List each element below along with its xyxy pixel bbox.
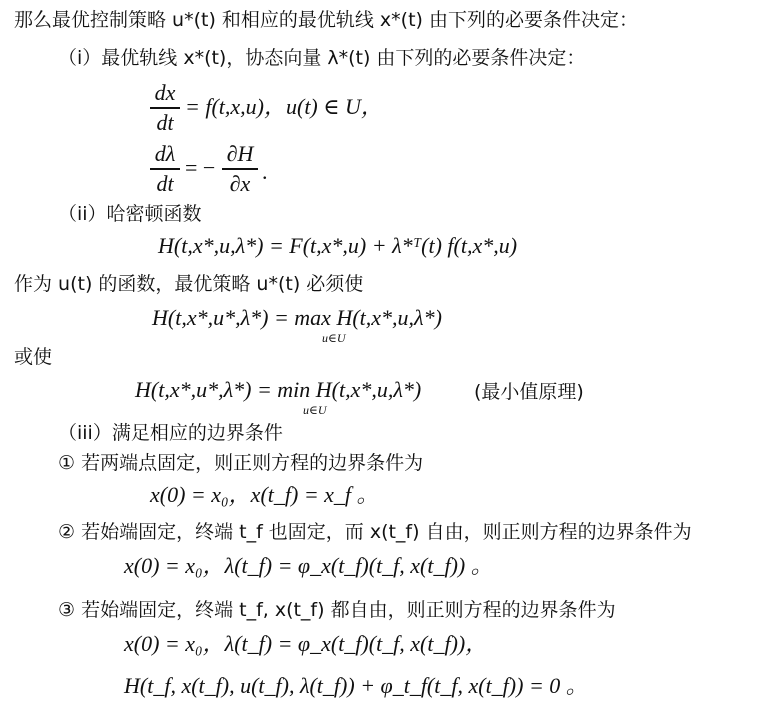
- eq2-equals-minus: = −: [185, 155, 216, 180]
- eq2-numerator: dλ: [154, 141, 176, 166]
- case3-text: ③ 若始端固定，终端 t_f, x(t_f) 都自由，则正则方程的边界条件为: [58, 599, 616, 621]
- max-subscript: u∈U: [322, 331, 346, 345]
- case2-text: ② 若始端固定，终端 t_f 也固定，而 x(t_f) 自由，则正则方程的边界条件为: [58, 521, 692, 543]
- cond-iii-heading: （iii）满足相应的边界条件: [58, 422, 283, 444]
- eq2-fraction-bar: [150, 168, 180, 170]
- eq2-period: .: [262, 159, 268, 184]
- min-subscript: u∈U: [303, 403, 327, 417]
- eq1-denominator: dt: [156, 109, 174, 135]
- case1-equation: x(0) = x₀，x(t_f) = x_f 。: [150, 482, 379, 507]
- cond-i-heading: （i）最优轨线 x*(t)，协态向量 λ*(t) 由下列的必要条件决定：: [58, 47, 586, 69]
- case2-equation: x(0) = x₀，λ(t_f) = φ_x(t_f)(t_f, x(t_f)) 。: [124, 553, 493, 578]
- eq2-partial-x: ∂x: [229, 170, 251, 196]
- case3-equation-1: x(0) = x₀，λ(t_f) = φ_x(t_f)(t_f, x(t_f))，: [124, 631, 488, 656]
- min-equation: H(t,x*,u*,λ*) = min H(t,x*,u,λ*): [135, 377, 422, 402]
- case1-text: ① 若两端点固定，则正则方程的边界条件为: [58, 452, 424, 474]
- cond-ii-heading: （ii）哈密顿函数: [58, 203, 202, 225]
- hamiltonian-equation: H(t,x*,u,λ*) = F(t,x*,u) + λ*ᵀ(t) f(t,x*,u): [158, 233, 518, 258]
- eq1-rhs: = f(t,x,u)，u(t) ∈ U，: [185, 94, 383, 119]
- eq2-fraction-bar-right: [222, 168, 258, 170]
- cond-ii-statement: 作为 u(t) 的函数，最优策略 u*(t) 必须使: [14, 273, 364, 295]
- min-principle-note: (最小值原理): [474, 381, 584, 403]
- or-text: 或使: [14, 346, 53, 368]
- eq2-partial-h: ∂H: [226, 141, 254, 166]
- eq2-fraction-left: [150, 141, 180, 197]
- eq2-denominator: dt: [156, 170, 174, 196]
- max-equation: H(t,x*,u*,λ*) = max H(t,x*,u,λ*): [152, 305, 442, 330]
- eq1-fraction-bar: [150, 107, 180, 109]
- intro-text: 那么最优控制策略 u*(t) 和相应的最优轨线 x*(t) 由下列的必要条件决定：: [14, 9, 638, 31]
- eq1-numerator: dx: [154, 80, 176, 105]
- eq2-fraction-right: [222, 141, 258, 197]
- case3-equation-2: H(t_f, x(t_f), u(t_f), λ(t_f)) + φ_t_f(t_f, x(t_f)) = 0 。: [124, 673, 588, 698]
- eq1-fraction: [150, 80, 180, 136]
